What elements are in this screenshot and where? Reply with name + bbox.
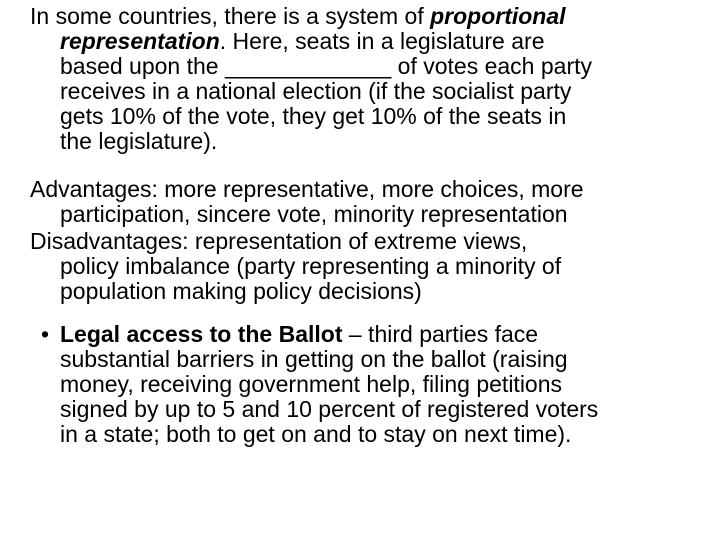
text-line: Advantages: more representative, more choices, more — [30, 176, 584, 202]
text-line: based upon the _____________ of votes each party — [60, 53, 592, 79]
text-segment: – third parties face — [342, 321, 539, 347]
text-line: in a state; both to get on and to stay on next time). — [60, 421, 572, 447]
text-line: population making policy decisions) — [60, 278, 422, 304]
text-line — [40, 321, 710, 347]
proportional-representation-paragraph — [30, 4, 710, 154]
text-line: signed by up to 5 and 10 percent of registered voters — [60, 396, 599, 422]
ballot-access-bullet — [30, 322, 710, 447]
key-term: representation — [60, 28, 220, 54]
text-line: policy imbalance (party representing a minority of — [60, 253, 562, 279]
text-segment: In some countries, there is a system of — [30, 3, 431, 29]
text-line — [30, 29, 710, 54]
text-line — [30, 4, 710, 29]
text-line: money, receiving government help, filing petitions — [60, 371, 563, 397]
text-line: Disadvantages: representation of extreme views, — [30, 228, 528, 254]
text-line: substantial barriers in getting on the ballot (raising — [60, 346, 568, 372]
bullet-body — [30, 322, 710, 447]
text-line: the legislature). — [60, 128, 218, 154]
disadvantages-paragraph — [30, 229, 710, 304]
bullet-icon: • — [40, 321, 50, 347]
text-line: gets 10% of the vote, they get 10% of the seats in — [60, 103, 567, 129]
text-line: receives in a national election (if the socialist party — [60, 78, 572, 104]
advantages-paragraph — [30, 177, 710, 227]
key-term: proportional — [430, 3, 566, 29]
text-segment: . Here, seats in a legislature are — [219, 28, 545, 54]
text-line: participation, sincere vote, minority representation — [60, 201, 568, 227]
bullet-heading: Legal access to the Ballot — [60, 321, 343, 347]
